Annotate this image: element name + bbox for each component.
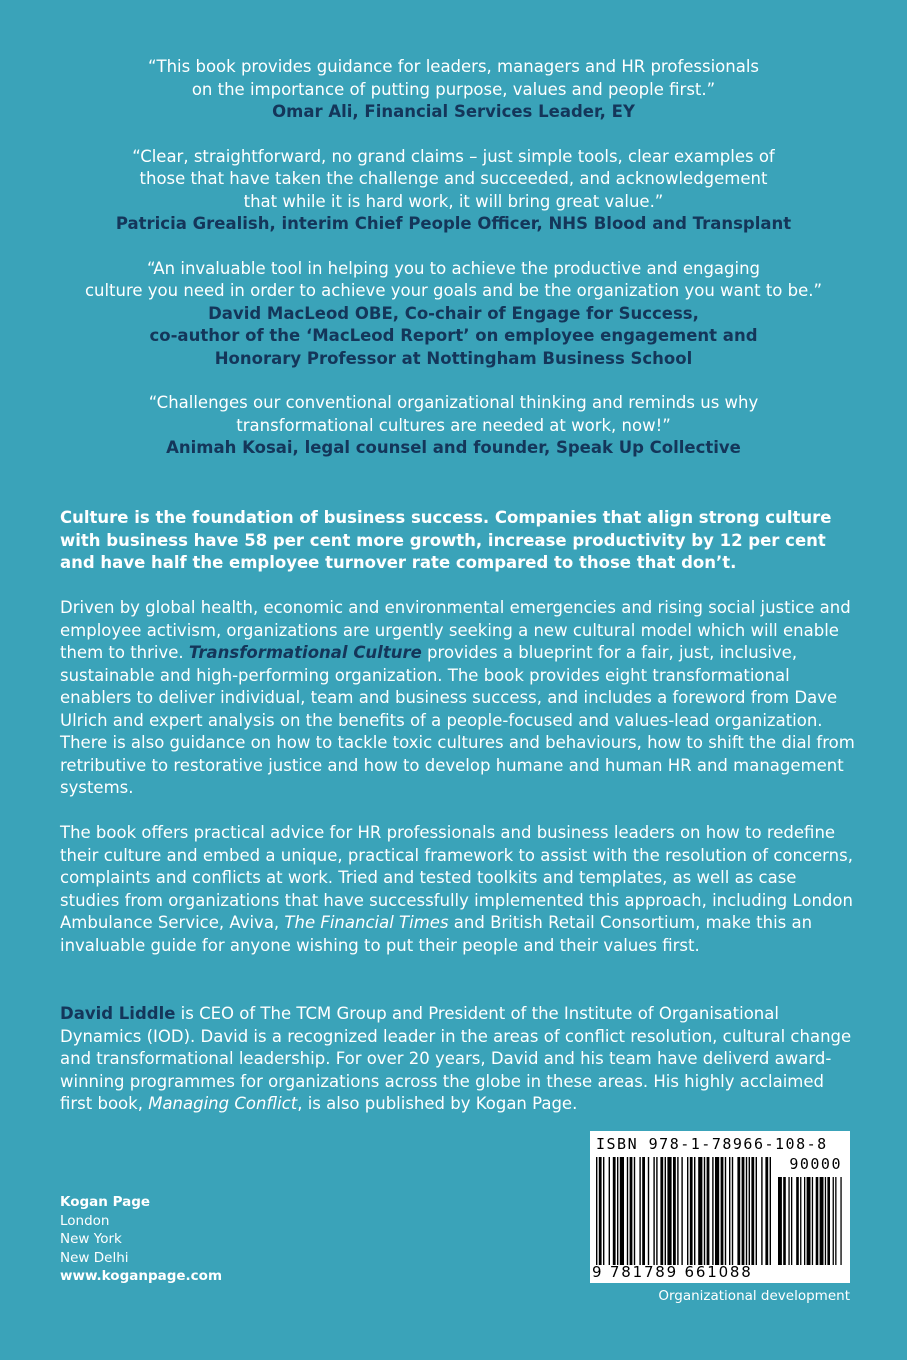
quote-attribution: Honorary Professor at Nottingham Business School <box>214 348 693 368</box>
barcode-bar <box>807 1177 811 1265</box>
barcode-bar <box>796 1177 799 1265</box>
barcode-bar <box>840 1177 841 1265</box>
barcode-bar <box>800 1177 801 1265</box>
endorsement-quote <box>60 56 847 124</box>
barcode-bar <box>665 1157 666 1265</box>
description-text: and British Retail Consortium, make this an invaluable guide for anyone wishing to put their people and their values first. <box>60 913 813 955</box>
publisher-name: Kogan Page <box>60 1194 151 1210</box>
barcode-bar <box>660 1157 663 1265</box>
barcode-bar <box>656 1157 657 1265</box>
barcode-bar <box>765 1157 768 1265</box>
barcode-bar <box>732 1157 733 1265</box>
endorsement-quote <box>60 392 847 460</box>
barcode-bar <box>825 1177 826 1265</box>
book-title: Transformational Culture <box>188 643 422 662</box>
barcode-bar <box>788 1177 789 1265</box>
barcode-bar <box>756 1157 757 1265</box>
barcode-bar <box>778 1177 782 1265</box>
description-text: Driven by global health, economic and environmental emergencies and rising social justice and employee activism, organizations are urgently seeking a new cultural model which will enable them to thrive. <box>60 598 851 662</box>
quote-line: “Clear, straightforward, no grand claims – just simple tools, clear examples of <box>132 146 775 166</box>
barcode-bar <box>712 1157 713 1265</box>
barcode-bar <box>617 1157 618 1265</box>
barcode-bar <box>707 1157 710 1265</box>
barcode-bar <box>737 1157 740 1265</box>
quote-attribution: Omar Ali, Financial Services Leader, EY <box>272 102 635 121</box>
barcode-bar <box>599 1157 602 1265</box>
barcode-bar <box>742 1157 745 1265</box>
author-name: David Liddle <box>60 1004 176 1023</box>
barcode-bar <box>667 1157 671 1265</box>
previous-book-title: Managing Conflict <box>148 1094 298 1113</box>
barcode-bar <box>673 1157 676 1265</box>
barcode-bar <box>704 1157 705 1265</box>
quote-line: “This book provides guidance for leaders, managers and HR professionals <box>147 57 760 76</box>
barcode-bar <box>687 1157 688 1265</box>
barcode-bar <box>690 1157 693 1265</box>
quote-line: that while it is hard work, it will bring great value.” <box>243 191 664 211</box>
barcode-bar <box>770 1157 771 1265</box>
quote-line: “An invaluable tool in helping you to achieve the productive and engaging <box>146 258 761 278</box>
isbn-barcode <box>590 1131 850 1283</box>
barcode-bar <box>609 1157 610 1265</box>
publisher-city: London <box>60 1212 110 1229</box>
barcode-bar <box>791 1177 792 1265</box>
barcode-bar <box>634 1157 635 1265</box>
author-bio-text: , is also published by Kogan Page. <box>297 1094 578 1113</box>
barcode-bar <box>677 1157 678 1265</box>
quote-line: on the importance of putting purpose, values and people first.” <box>191 79 716 99</box>
quote-line: “Challenges our conventional organizational thinking and reminds us why <box>148 393 759 412</box>
quote-attribution: David MacLeod OBE, Co-chair of Engage for Success, <box>208 303 699 323</box>
barcode-bar <box>812 1177 813 1265</box>
barcode-bar <box>835 1177 836 1265</box>
barcode-bar <box>715 1157 719 1265</box>
barcode-bar <box>761 1157 762 1265</box>
intro-paragraph: Culture is the foundation of business success. Companies that align strong culture with business have 58 per cent more growth, increase productivity by 12 per cent and have half the employee turnover rate compared to those that don’t. <box>60 508 832 572</box>
publisher-block <box>60 1193 222 1286</box>
barcode-bar <box>620 1157 624 1265</box>
barcode-bar <box>648 1157 649 1265</box>
endorsement-quote <box>60 258 847 371</box>
barcode-bar <box>816 1177 819 1265</box>
publisher-city: New Delhi <box>60 1249 129 1266</box>
barcode-bar <box>746 1157 747 1265</box>
author-bio <box>60 1003 860 1116</box>
barcode-bar <box>613 1157 616 1265</box>
barcode-bar <box>694 1157 695 1265</box>
publisher-city: New York <box>60 1231 122 1247</box>
barcode-bar <box>827 1177 830 1265</box>
barcode-bar <box>630 1157 633 1265</box>
publication-title: The Financial Times <box>284 913 449 932</box>
isbn-text: ISBN 978-1-78966-108-8 <box>596 1135 828 1153</box>
subject-category: Organizational development <box>658 1288 850 1304</box>
price-code: 90000 <box>789 1155 842 1173</box>
barcode-bar <box>729 1157 730 1265</box>
barcode-bar <box>783 1177 786 1265</box>
barcode-bar <box>639 1157 640 1265</box>
barcode-bar <box>681 1157 682 1265</box>
barcode-bars <box>596 1157 844 1265</box>
description-text: provides a blueprint for a fair, just, inclusive, sustainable and high-performing organization. The book provides eight transformational enablers to deliver individual, team and business success, and includes a foreword from Dave Ulrich and expert analysis on the benefits of a people-focused and values-lead organization. There is also guidance on how to tackle toxic cultures and behaviours, how to shift the dial from retributive to restorative justice and how to develop humane and human HR and management systems. <box>60 643 855 797</box>
barcode-bar <box>642 1157 645 1265</box>
quote-line: those that have taken the challenge and succeeded, and acknowledgement <box>139 169 768 188</box>
quote-attribution: Patricia Grealish, interim Chief People Officer, NHS Blood and Transplant <box>115 214 792 233</box>
endorsements <box>60 56 847 482</box>
description-paragraph <box>60 597 860 800</box>
quote-attribution: Animah Kosai, legal counsel and founder, Speak Up Collective <box>166 438 741 457</box>
quote-line: culture you need in order to achieve your goals and be the organization you want to be.” <box>84 281 823 300</box>
barcode-bar <box>833 1177 834 1265</box>
author-bio-text: is CEO of The TCM Group and President of the Institute of Organisational Dynamics (IOD). David is a recognized leader in the areas of conflict resolution, cultural change and transformational leadership. For over 20 years, David and his team have deliverd award-winning programmes for organizations across the globe in these areas. His highly acclaimed first book, <box>60 1004 852 1113</box>
barcode-bar <box>653 1157 654 1265</box>
publisher-url: www.koganpage.com <box>60 1268 223 1284</box>
barcode-bar <box>751 1157 754 1265</box>
barcode-bar <box>603 1157 604 1265</box>
barcode-bar <box>627 1157 628 1265</box>
barcode-bar <box>596 1157 597 1265</box>
endorsement-quote <box>60 146 847 236</box>
quote-attribution: co-author of the ‘MacLeod Report’ on employee engagement and <box>149 326 758 345</box>
description-text: The book offers practical advice for HR professionals and business leaders on how to redefine their culture and embed a unique, practical framework to assist with the resolution of concerns, complaints and conflicts at work. Tried and tested toolkits and templates, as well as case studies from organizations that have successfully implemented this approach, including London Ambulance Service, Aviva, <box>60 823 853 932</box>
barcode-bar <box>820 1177 824 1265</box>
barcode-digits: 9 781789 661088 <box>592 1263 753 1281</box>
barcode-bar <box>804 1177 805 1265</box>
quote-line: transformational cultures are needed at work, now!” <box>236 415 671 435</box>
description-paragraph <box>60 822 860 957</box>
barcode-bar <box>698 1157 702 1265</box>
barcode-bar <box>725 1157 726 1265</box>
barcode-bar <box>749 1157 750 1265</box>
barcode-bar <box>721 1157 724 1265</box>
